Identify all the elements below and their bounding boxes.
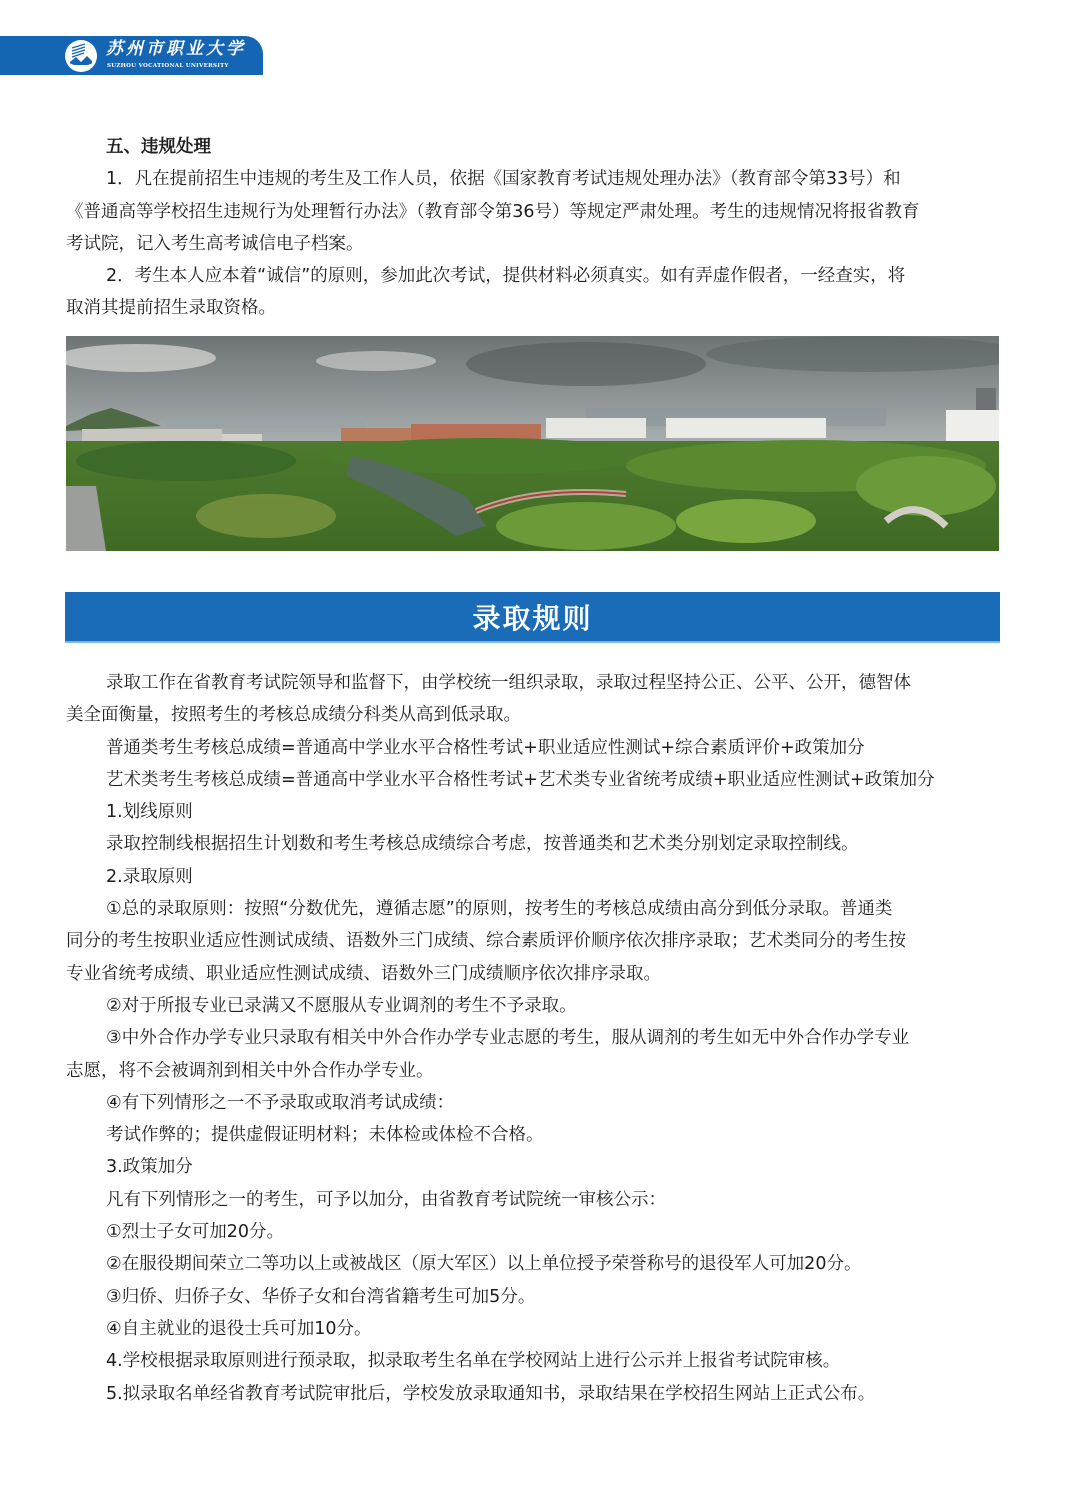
logo-chinese-name: 苏州市职业大学 xyxy=(106,39,246,59)
list-item: ②在服役期间荣立二等功以上或被战区（原大军区）以上单位授予荣誉称号的退役军人可加20分。 xyxy=(106,1254,862,1275)
list-item: ③归侨、归侨子女、华侨子女和台湾省籍考生可加5分。 xyxy=(106,1286,536,1307)
paragraph-line: ①总的录取原则：按照“分数优先，遵循志愿”的原则，按考生的考核总成绩由高分到低分录取。普通类 xyxy=(106,899,893,920)
paragraph-line: ②对于所报专业已录满又不愿服从专业调剂的考生不予录取。 xyxy=(106,995,577,1016)
paragraph-line: 4.学校根据录取原则进行预录取，拟录取考生名单在学校网站上进行公示并上报省考试院审核。 xyxy=(106,1351,841,1372)
paragraph-line: ③中外合作办学专业只录取有相关中外合作办学专业志愿的考生，服从调剂的考生如无中外合作办学专业 xyxy=(106,1028,910,1049)
paragraph-line: 专业省统考成绩、职业适应性测试成绩、语数外三门成绩顺序依次排序录取。 xyxy=(66,963,661,984)
list-item: ①烈士子女可加20分。 xyxy=(106,1222,284,1243)
formula-line: 普通类考生考核总成绩=普通高中学业水平合格性考试+职业适应性测试+综合素质评价+政策加分 xyxy=(106,737,865,758)
logo-english-name: SUZHOU VOCATIONAL UNIVERSITY xyxy=(107,63,229,69)
subheading: 3.政策加分 xyxy=(106,1157,193,1178)
violations-heading: 五、违规处理 xyxy=(106,137,211,157)
violations-section xyxy=(66,131,1002,325)
paragraph-line: 考试作弊的；提供虚假证明材料；未体检或体检不合格。 xyxy=(106,1125,544,1146)
paragraph-line: 2．考生本人应本着“诚信”的原则，参加此次考试，提供材料必须真实。如有弄虚作假者，一经查实，将 xyxy=(106,266,906,287)
subheading: 2.录取原则 xyxy=(106,866,193,887)
paragraph-line: 志愿，将不会被调剂到相关中外合作办学专业。 xyxy=(66,1060,434,1081)
campus-photo xyxy=(66,336,999,551)
paragraph-line: 取消其提前招生录取资格。 xyxy=(66,298,276,319)
admission-rules-section xyxy=(66,667,1002,1410)
paragraph-line: 凡有下列情形之一的考生，可予以加分，由省教育考试院统一审核公示： xyxy=(106,1189,666,1210)
list-item: ④自主就业的退役士兵可加10分。 xyxy=(106,1318,372,1339)
paragraph-line: 1．凡在提前招生中违规的考生及工作人员，依据《国家教育考试违规处理办法》（教育部令第33号）和 xyxy=(106,169,901,190)
section-heading-banner xyxy=(65,592,1000,643)
subheading: 1.划线原则 xyxy=(106,802,193,823)
paragraph-line: ④有下列情形之一不予录取或取消考试成绩： xyxy=(106,1092,455,1113)
section-title: 录取规则 xyxy=(472,601,593,635)
paragraph-line: 美全面衡量，按照考生的考核总成绩分科类从高到低录取。 xyxy=(66,705,521,726)
formula-line: 艺术类考生考核总成绩=普通高中学业水平合格性考试+艺术类专业省统考成绩+职业适应性测试+政策加分 xyxy=(106,769,935,790)
paragraph-line: 考试院，记入考生高考诚信电子档案。 xyxy=(66,233,364,254)
paragraph-line: 《普通高等学校招生违规行为处理暂行办法》（教育部令第36号）等规定严肃处理。考生的违规情况将报省教育 xyxy=(66,201,920,222)
paragraph-line: 录取工作在省教育考试院领导和监督下，由学校统一组织录取，录取过程坚持公正、公平、公开，德智体 xyxy=(106,673,911,693)
paragraph-line: 5.拟录取名单经省教育考试院审批后，学校发放录取通知书，录取结果在学校招生网站上正式公布。 xyxy=(106,1383,876,1404)
paragraph-line: 录取控制线根据招生计划数和考生考核总成绩综合考虑，按普通类和艺术类分别划定录取控制线。 xyxy=(106,834,859,855)
paragraph-line: 同分的考生按职业适应性测试成绩、语数外三门成绩、综合素质评价顺序依次排序录取；艺术类同分的考生按 xyxy=(66,931,906,952)
university-logo-icon xyxy=(65,40,97,72)
